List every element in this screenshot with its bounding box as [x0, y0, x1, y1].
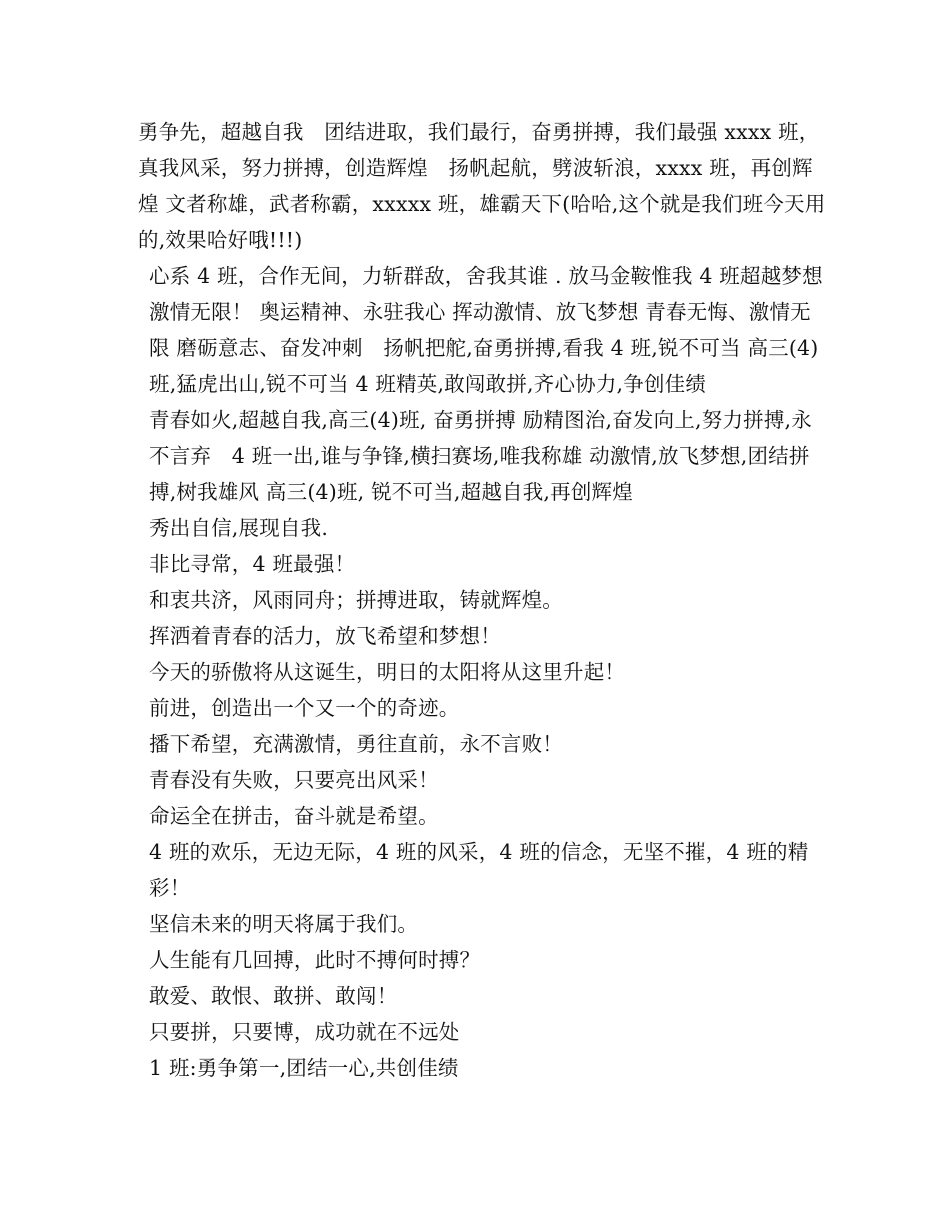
document-body [138, 114, 828, 1086]
slogan-line: 命运全在拼击，奋斗就是希望。 [149, 804, 439, 828]
slogan-line: 非比寻常，4 班最强！ [149, 552, 356, 576]
paragraph-slogans-2: 心系 4 班，合作无间，力斩群敌，舍我其谁 . 放马金鞍惟我 4 班超越梦想激情无限！ 奥运精神、永驻我心 挥动激情、放飞梦想 青春无悔、激情无限 磨砺意志、奋发冲刺 扬帆把舵,奋勇拼搏,看我 4 班,锐不可当 高三(4)班,猛虎出山,锐不可当 4 班精英,敢闯敢拼,齐心协力,争创佳绩 [149, 264, 823, 396]
slogan-line: 坚信未来的明天将属于我们。 [149, 912, 419, 936]
slogan-line: 4 班的欢乐，无边无际，4 班的风采，4 班的信念，无坚不摧，4 班的精彩！ [149, 840, 809, 900]
slogan-line: 今天的骄傲将从这诞生，明日的太阳将从这里升起！ [149, 660, 626, 684]
slogan-line: 1 班:勇争第一,团结一心,共创佳绩 [149, 1056, 459, 1080]
paragraph-slogans-1: 勇争先，超越自我 团结进取，我们最行，奋勇拼搏，我们最强 xxxx 班，真我风采，努力拼搏，创造辉煌 扬帆起航，劈波斩浪，xxxx 班，再创辉煌 文者称雄，武者称霸，xxxxx 班，雄霸天下(哈哈,这个就是我们班今天用的,效果哈好哦!!!) [138, 120, 826, 252]
slogan-line: 敢爱、敢恨、敢拼、敢闯！ [149, 984, 398, 1008]
slogan-line: 青春没有失败，只要亮出风采！ [149, 768, 439, 792]
slogan-line: 人生能有几回搏，此时不搏何时搏？ [149, 948, 481, 972]
slogan-line: 秀出自信,展现自我. [149, 516, 329, 540]
slogan-line: 挥洒着青春的活力，放飞希望和梦想！ [149, 624, 501, 648]
slogan-line: 和衷共济，风雨同舟；拼搏进取，铸就辉煌。 [149, 588, 563, 612]
slogan-line: 播下希望，充满激情，勇往直前，永不言败！ [149, 732, 563, 756]
slogan-line: 前进，创造出一个又一个的奇迹。 [149, 696, 460, 720]
paragraph-slogans-3: 青春如火,超越自我,高三(4)班, 奋勇拼搏 励精图治,奋发向上,努力拼搏,永不言弃 4 班一出,谁与争锋,横扫赛场,唯我称雄 动激情,放飞梦想,团结拼搏,树我雄风 高三(4)班, 锐不可当,超越自我,再创辉煌 [149, 408, 812, 504]
slogan-line: 只要拼，只要博，成功就在不远处 [149, 1020, 460, 1044]
